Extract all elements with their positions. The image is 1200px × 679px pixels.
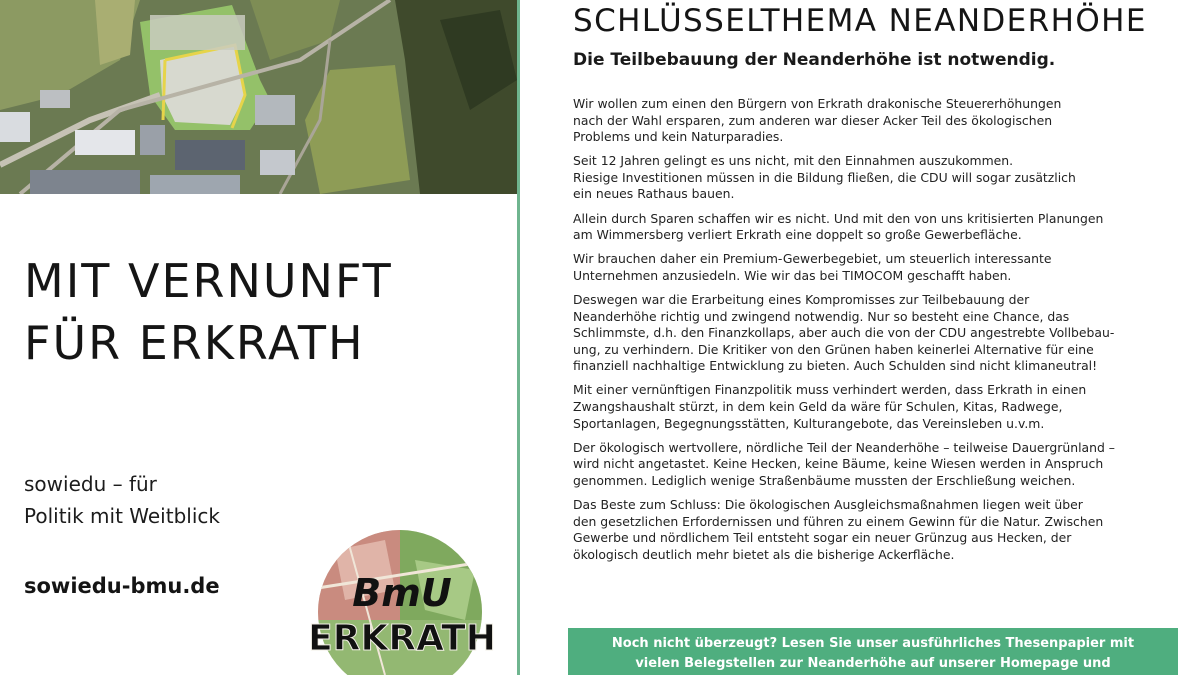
paragraph	[573, 440, 1183, 490]
text-line: Mit einer vernünftigen Finanzpolitik muss verhindert werden, dass Erkrath in einen	[573, 382, 1087, 398]
text-line: ung, zu verhindern. Die Kritiker von den Grünen haben keinerlei Alternative für eine	[573, 341, 1094, 357]
text-line: genommen. Lediglich wenige Straßenbäume mussten der Erschließung weichen.	[573, 472, 1076, 488]
text-line: am Wimmersberg verliert Erkrath eine doppelt so große Gewerbefläche.	[573, 227, 1022, 243]
paragraph	[573, 382, 1183, 432]
text-line: Der ökologisch wertvollere, nördliche Teil der Neanderhöhe – teilweise Dauergrünland –	[573, 439, 1115, 455]
tagline-line: Politik mit Weitblick	[24, 504, 220, 528]
paragraph	[573, 211, 1183, 244]
text-line: ökologisch deutlich mehr bietet als die bisherige Ackerfläche.	[573, 546, 955, 562]
slogan-line: MIT VERNUNFT	[24, 254, 393, 308]
tagline-line: sowiedu – für	[24, 472, 157, 496]
paragraph	[573, 292, 1183, 375]
text-line: wird nicht angetastet. Keine Hecken, keine Bäume, keine Wiesen werden in Anspruch	[573, 456, 1104, 472]
text-line: Allein durch Sparen schaffen wir es nicht. Und mit den von uns kritisierten Planungen	[573, 210, 1104, 226]
cta-line: Noch nicht überzeugt? Lesen Sie unser ausführliches Thesenpapier mit	[611, 636, 1135, 651]
text-line: ein neues Rathaus bauen.	[573, 186, 735, 202]
text-line: Riesige Investitionen müssen in die Bildung fließen, die CDU will sogar zusätzlich	[573, 169, 1076, 185]
bmu-erkrath-logo	[305, 530, 495, 675]
text-line: Seit 12 Jahren gelingt es uns nicht, mit den Einnahmen auszukommen.	[573, 153, 1014, 169]
text-line: Unternehmen anzusiedeln. Wie wir das bei TIMOCOM geschafft haben.	[573, 267, 1012, 283]
cta-line: vielen Belegstellen zur Neanderhöhe auf unserer Homepage und	[635, 656, 1111, 671]
slogan-line: FÜR ERKRATH	[24, 316, 365, 370]
text-line: Zwangshaushalt stürzt, in dem kein Geld da wäre für Schulen, Kitas, Radwege,	[573, 399, 1063, 414]
paragraph	[573, 251, 1183, 284]
tagline	[24, 468, 220, 532]
website-url: sowiedu-bmu.de	[24, 574, 220, 598]
slogan-heading	[24, 250, 393, 374]
logo-line2: ERKRATH	[308, 618, 495, 659]
right-panel	[520, 0, 1200, 675]
left-panel	[0, 0, 517, 675]
text-line: Wir wollen zum einen den Bürgern von Erkrath drakonische Steuererhöhungen	[573, 96, 1062, 111]
text-line: Neanderhöhe richtig und zwingend notwendig. Nur so besteht eine Chance, das	[573, 308, 1070, 324]
aerial-photo-image	[0, 0, 517, 194]
text-line: Wir brauchen daher ein Premium-Gewerbegebiet, um steuerlich interessante	[573, 251, 1052, 267]
cta-banner[interactable]	[568, 628, 1178, 675]
text-line: Sportanlagen, Begegnungsstätten, Kulturangebote, das Vereinsleben u.v.m.	[573, 415, 1045, 431]
text-line: finanziell nachhaltige Entwicklung zu bieten. Auch Schulden sind nicht klimaneutral!	[573, 358, 1098, 374]
paragraph	[573, 497, 1183, 563]
text-line: Das Beste zum Schluss: Die ökologischen Ausgleichsmaßnahmen liegen weit über	[573, 496, 1083, 512]
text-line: Problems und kein Naturparadies.	[573, 129, 784, 145]
text-line: Gewerbe und nördlichem Teil entsteht sogar ein neuer Grünzug aus Hecken, der	[573, 530, 1072, 546]
text-line: Deswegen war die Erarbeitung eines Kompromisses zur Teilbebauung der	[573, 291, 1030, 307]
paragraph	[573, 153, 1183, 203]
subheadline: Die Teilbebauung der Neanderhöhe ist notwendig.	[573, 50, 1056, 70]
text-line: den gesetzlichen Erfordernissen und führen zu einem Gewinn für die Natur. Zwischen	[573, 513, 1104, 529]
article-body	[573, 96, 1183, 571]
paragraph	[573, 96, 1183, 146]
logo-line1: BmU	[352, 571, 452, 615]
text-line: Schlimmste, d.h. den Finanzkollaps, aber auch die von der CDU angestrebte Vollbebau-	[573, 325, 1115, 341]
text-line: nach der Wahl ersparen, zum anderen war dieser Acker Teil des ökologischen	[573, 112, 1053, 128]
headline: SCHLÜSSELTHEMA NEANDERHÖHE	[573, 3, 1147, 39]
